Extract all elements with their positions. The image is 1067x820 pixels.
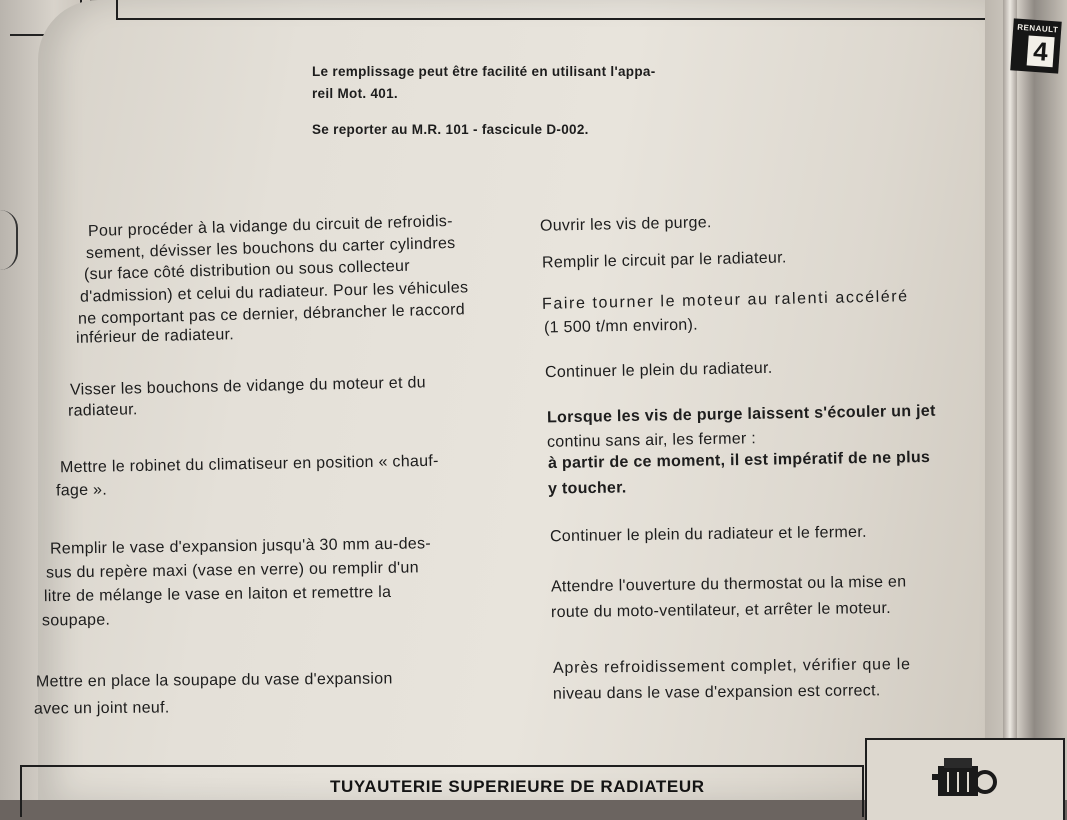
left-text-line: inférieur de radiateur. — [75, 326, 235, 347]
left-text-line: (sur face côté distribution ou sous collecteur — [83, 257, 411, 284]
right-text-line: y toucher. — [547, 479, 627, 498]
top-frame-rule — [116, 0, 988, 20]
left-text-line: Pour procéder à la vidange du circuit de refroidis- — [87, 212, 453, 241]
right-text-line: Lorsque les vis de purge laissent s'écouler un jet — [546, 402, 936, 427]
right-text-line: Après refroidissement complet, vérifier que le — [552, 656, 911, 677]
left-text-line: Remplir le vase d'expansion jusqu'à 30 mm au-des- — [49, 535, 432, 558]
intro-line-3: Se reporter au M.R. 101 - fascicule D-002. — [312, 122, 589, 137]
right-text-line: Continuer le plein du radiateur. — [544, 359, 773, 382]
intro-line-2: reil Mot. 401. — [312, 86, 398, 101]
tab-number: 4 — [1027, 35, 1055, 67]
engine-icon — [930, 752, 1000, 802]
intro-line-1: Le remplissage peut être facilité en utilisant l'appa- — [312, 64, 656, 79]
left-text-line: d'admission) et celui du radiateur. Pour les véhicules — [79, 279, 469, 306]
right-text-line: Remplir le circuit par le radiateur. — [541, 249, 787, 272]
left-text-line: Mettre le robinet du climatiseur en position « chauf- — [59, 452, 439, 477]
left-text-line: sus du repère maxi (vase en verre) ou remplir d'un — [45, 559, 419, 582]
section-tab — [1010, 18, 1062, 73]
left-text-line: Mettre en place la soupape du vase d'expansion — [35, 670, 393, 691]
left-text-line: fage ». — [55, 481, 108, 500]
left-text-line: ne comportant pas ce dernier, débrancher le raccord — [77, 301, 466, 328]
right-text-line: continu sans air, les fermer : — [546, 430, 757, 451]
right-text-line: Ouvrir les vis de purge. — [539, 214, 712, 235]
left-page-mark — [0, 210, 18, 270]
right-text-line: Continuer le plein du radiateur et le fermer. — [549, 523, 867, 546]
right-text-line: (1 500 t/mn environ). — [543, 316, 699, 337]
right-text-line: Faire tourner le moteur au ralenti accéléré — [541, 288, 909, 313]
page-stack-edge — [985, 0, 1067, 800]
left-text-line: litre de mélange le vase en laiton et remettre la — [43, 583, 392, 606]
section-title: TUYAUTERIE SUPERIEURE DE RADIATEUR — [330, 777, 705, 796]
left-text-line: avec un joint neuf. — [33, 699, 170, 718]
left-text-line: radiateur. — [67, 401, 138, 420]
right-text-line: route du moto-ventilateur, et arrêter le moteur. — [550, 599, 891, 622]
left-text-line: soupape. — [41, 611, 111, 630]
left-text-line: sement, dévisser les bouchons du carter cylindres — [85, 234, 456, 263]
tab-brand: RENAULT — [1016, 22, 1059, 35]
left-text-line: Visser les bouchons de vidange du moteur et du — [69, 374, 427, 399]
right-text-line: Attendre l'ouverture du thermostat ou la mise en — [550, 573, 907, 596]
right-text-line: à partir de ce moment, il est impératif de ne plus — [547, 448, 931, 473]
right-text-line: niveau dans le vase d'expansion est correct. — [552, 682, 881, 703]
